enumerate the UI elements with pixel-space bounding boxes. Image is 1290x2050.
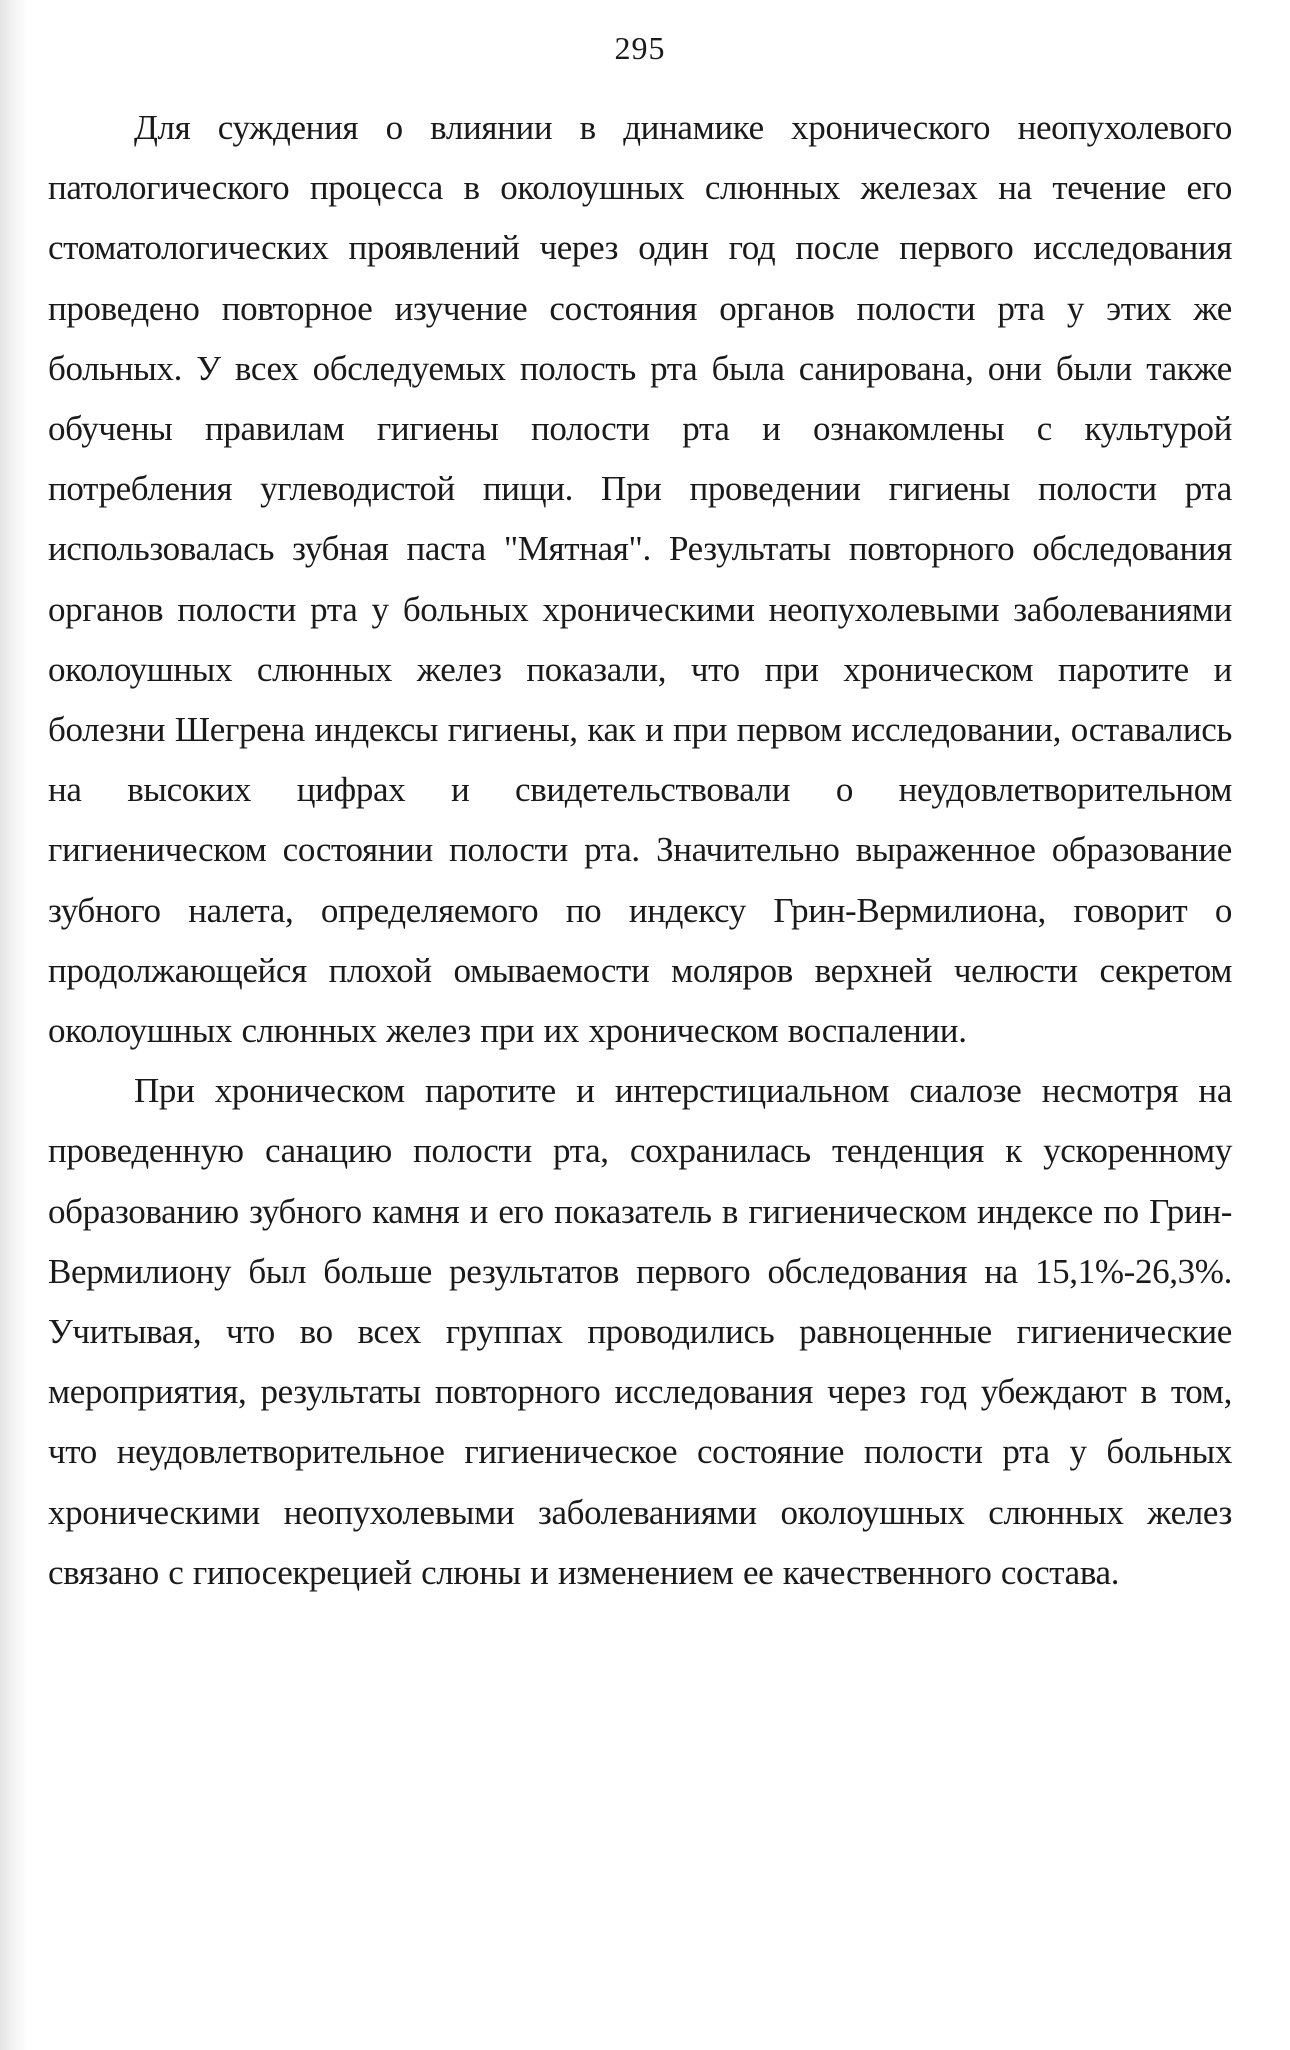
body-text	[48, 98, 1232, 1603]
paragraph: При хроническом паротите и интерстициальном сиалозе несмотря на проведенную санацию полости рта, сохранилась тенденция к ускоренному образованию зубного камня и его показатель в гигиеническом индексе по Грин-Вермилиону был больше результатов первого обследования на 15,1%-26,3%. Учитывая, что во всех группах проводились равноценные гигиенические мероприятия, результаты повторного исследования через год убеждают в том, что неудовлетворительное гигиеническое состояние полости рта у больных хроническими неопухолевыми заболеваниями околоушных слюнных желез связано с гипосекрецией слюны и изменением ее качественного состава.	[48, 1071, 1232, 1592]
page-number: 295	[614, 30, 666, 66]
scan-edge-shadow	[0, 0, 28, 2050]
paragraph: Для суждения о влиянии в динамике хронического неопухолевого патологического процесса в околоушных слюнных железах на течение его стоматологических проявлений через один год после первого исследования проведено повторное изучение состояния органов полости рта у этих же больных. У всех обследуемых полость рта была санирована, они были также обучены правилам гигиены полости рта и ознакомлены с культурой потребления углеводистой пищи. При проведении гигиены полости рта использовалась зубная паста "Мятная". Результаты повторного обследования органов полости рта у больных хроническими неопухолевыми заболеваниями околоушных слюнных желез показали, что при хроническом паротите и болезни Шегрена индексы гигиены, как и при первом исследовании, оставались на высоких цифрах и свидетельствовали о неудовлетворительном гигиеническом состоянии полости рта. Значительно выраженное образование зубного налета, определяемого по индексу Грин-Вермилиона, говорит о продолжающейся плохой омываемости моляров верхней челюсти секретом околоушных слюнных желез при их хроническом воспалении.	[48, 108, 1232, 1051]
